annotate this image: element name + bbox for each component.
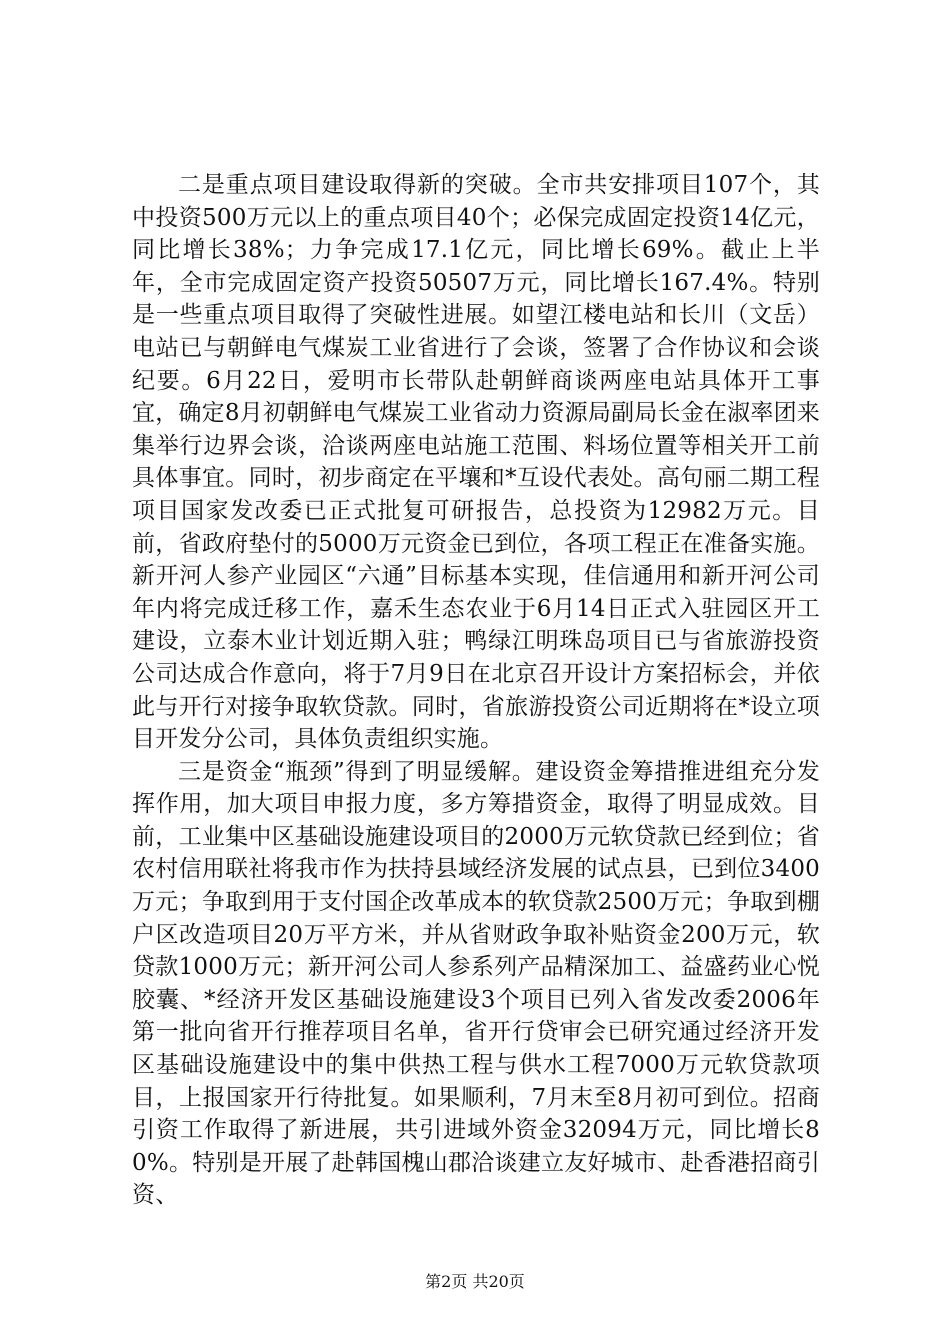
paragraph-key-projects: 二是重点项目建设取得新的突破。全市共安排项目107个，其中投资500万元以上的重点项目40个；必保完成固定投资14亿元，同比增长38%；力争完成17.1亿元，同比增长69%。截止上半年，全市完成固定资产投资50507万元，同比增长167.4%。特别是一些重点项目取得了突破性进展。如望江楼电站和长川（文岳）电站已与朝鲜电气煤炭工业省进行了会谈，签署了合作协议和会谈纪要。6月22日，爱明市长带队赴朝鲜商谈两座电站具体开工事宜，确定8月初朝鲜电气煤炭工业省动力资源局副局长金在淑率团来集举行边界会谈，洽谈两座电站施工范围、料场位置等相关开工前具体事宜。同时，初步商定在平壤和*互设代表处。高句丽二期工程项目国家发改委已正式批复可研报告，总投资为12982万元。目前，省政府垫付的5000万元资金已到位，各项工程正在准备实施。新开河人参产业园区“六通”目标基本实现，佳信通用和新开河公司年内将完成迁移工作，嘉禾生态农业于6月14日正式入驻园区开工建设，立泰木业计划近期入驻；鸭绿江明珠岛项目已与省旅游投资公司达成合作意向，将于7月9日在北京召开设计方案招标会，并依此与开行对接争取软贷款。同时，省旅游投资公司近期将在*设立项目开发分公司，具体负责组织实施。 bbox=[132, 172, 820, 753]
page-footer: 第2页 共20页 bbox=[425, 1272, 525, 1291]
paragraph-funding: 三是资金“瓶颈”得到了明显缓解。建设资金筹措推进组充分发挥作用，加大项目申报力度，多方筹措资金，取得了明显成效。目前，工业集中区基础设施建设项目的2000万元软贷款已经到位；省农村信用联社将我市作为扶持县域经济发展的试点县，已到位3400万元；争取到用于支付国企改革成本的软贷款2500万元；争取到棚户区改造项目20万平方米，并从省财政争取补贴资金200万元，软贷款1000万元；新开河公司人参系列产品精深加工、益盛药业心悦胶囊、*经济开发区基础设施建设3个项目已列入省发改委2006年第一批向省开行推荐项目名单，省开行贷审会已研究通过经济开发区基础设施建设中的集中供热工程与供水工程7000万元软贷款项目，上报国家开行待批复。如果顺利，7月末至8月初可到位。招商引资工作取得了新进展，共引进域外资金32094万元，同比增长80%。特别是开展了赴韩国槐山郡洽谈建立友好城市、赴香港招商引资、 bbox=[132, 758, 820, 1209]
document-body bbox=[132, 169, 820, 1212]
